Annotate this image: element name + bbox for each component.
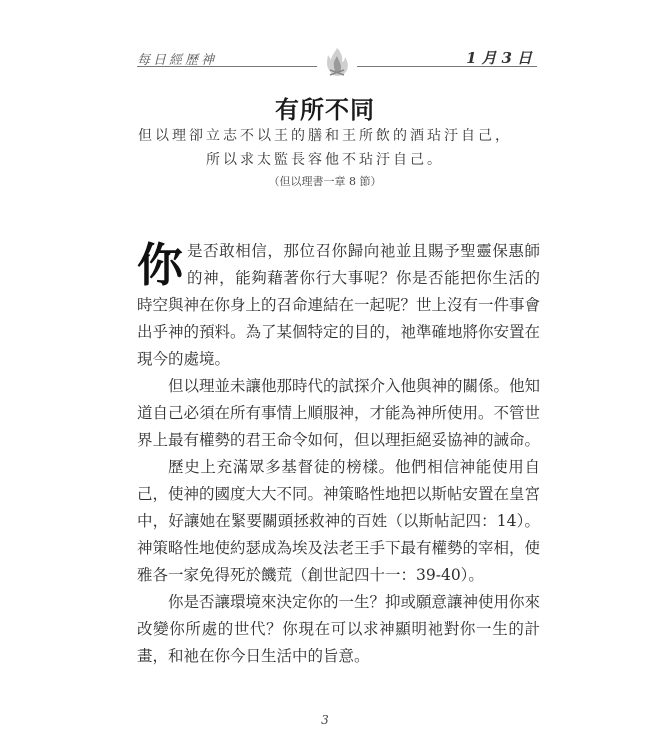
- book-title: 每日經歷神: [137, 53, 218, 68]
- flame-icon: [322, 46, 352, 78]
- paragraph-1: [137, 238, 540, 373]
- paragraph-3: 歷史上充滿眾多基督徒的榜樣。他們相信神能使用自己，使神的國度大大不同。神策略性地把以斯帖安置在皇宮中，好讓她在緊要關頭拯救神的百姓（以斯帖記四：14）。神策略性地使約瑟成為埃及法老王手下最有權勢的宰相，使雅各一家免得死於饑荒（創世記四十一：39-40）。: [137, 458, 541, 584]
- running-header: [137, 46, 537, 76]
- devotion-title: 有所不同: [275, 95, 375, 124]
- verse-line-1: 但以理卻立志不以王的膳和王所飲的酒玷汙自己，: [138, 128, 512, 144]
- paragraph-2: 但以理並未讓他那時代的試探介入他與神的關係。他知道自己必須在所有事情上順服神，才能為神所使用。不管世界上最有權勢的君王命令如何，但以理拒絕妥協神的誡命。: [137, 377, 541, 449]
- page-number: 3: [321, 713, 329, 727]
- paragraph-4: 你是否讓環境來決定你的一生？抑或願意讓神使用你來改變你所處的世代？你現在可以求神顯明祂對你一生的計畫，和祂在你今日生活中的旨意。: [137, 593, 541, 665]
- date-label: 1月3日: [466, 49, 537, 67]
- drop-cap: 你: [137, 238, 183, 292]
- devotion-body: [137, 238, 540, 670]
- verse-reference: （但以理書一章 8 節）: [268, 175, 382, 188]
- header-rule-left: [137, 66, 317, 67]
- paragraph-1-text: 是否敢相信，那位召你歸向祂並且賜予聖靈保惠師的神，能夠藉著你行大事呢？你是否能把你生活的時空與神在你身上的召命連結在一起呢？世上沒有一件事會出乎神的預料。為了某個特定的目的，祂準確地將你安置在現今的處境。: [137, 242, 541, 368]
- verse-line-2: 所以求太監長容他不玷汙自己。: [206, 152, 444, 168]
